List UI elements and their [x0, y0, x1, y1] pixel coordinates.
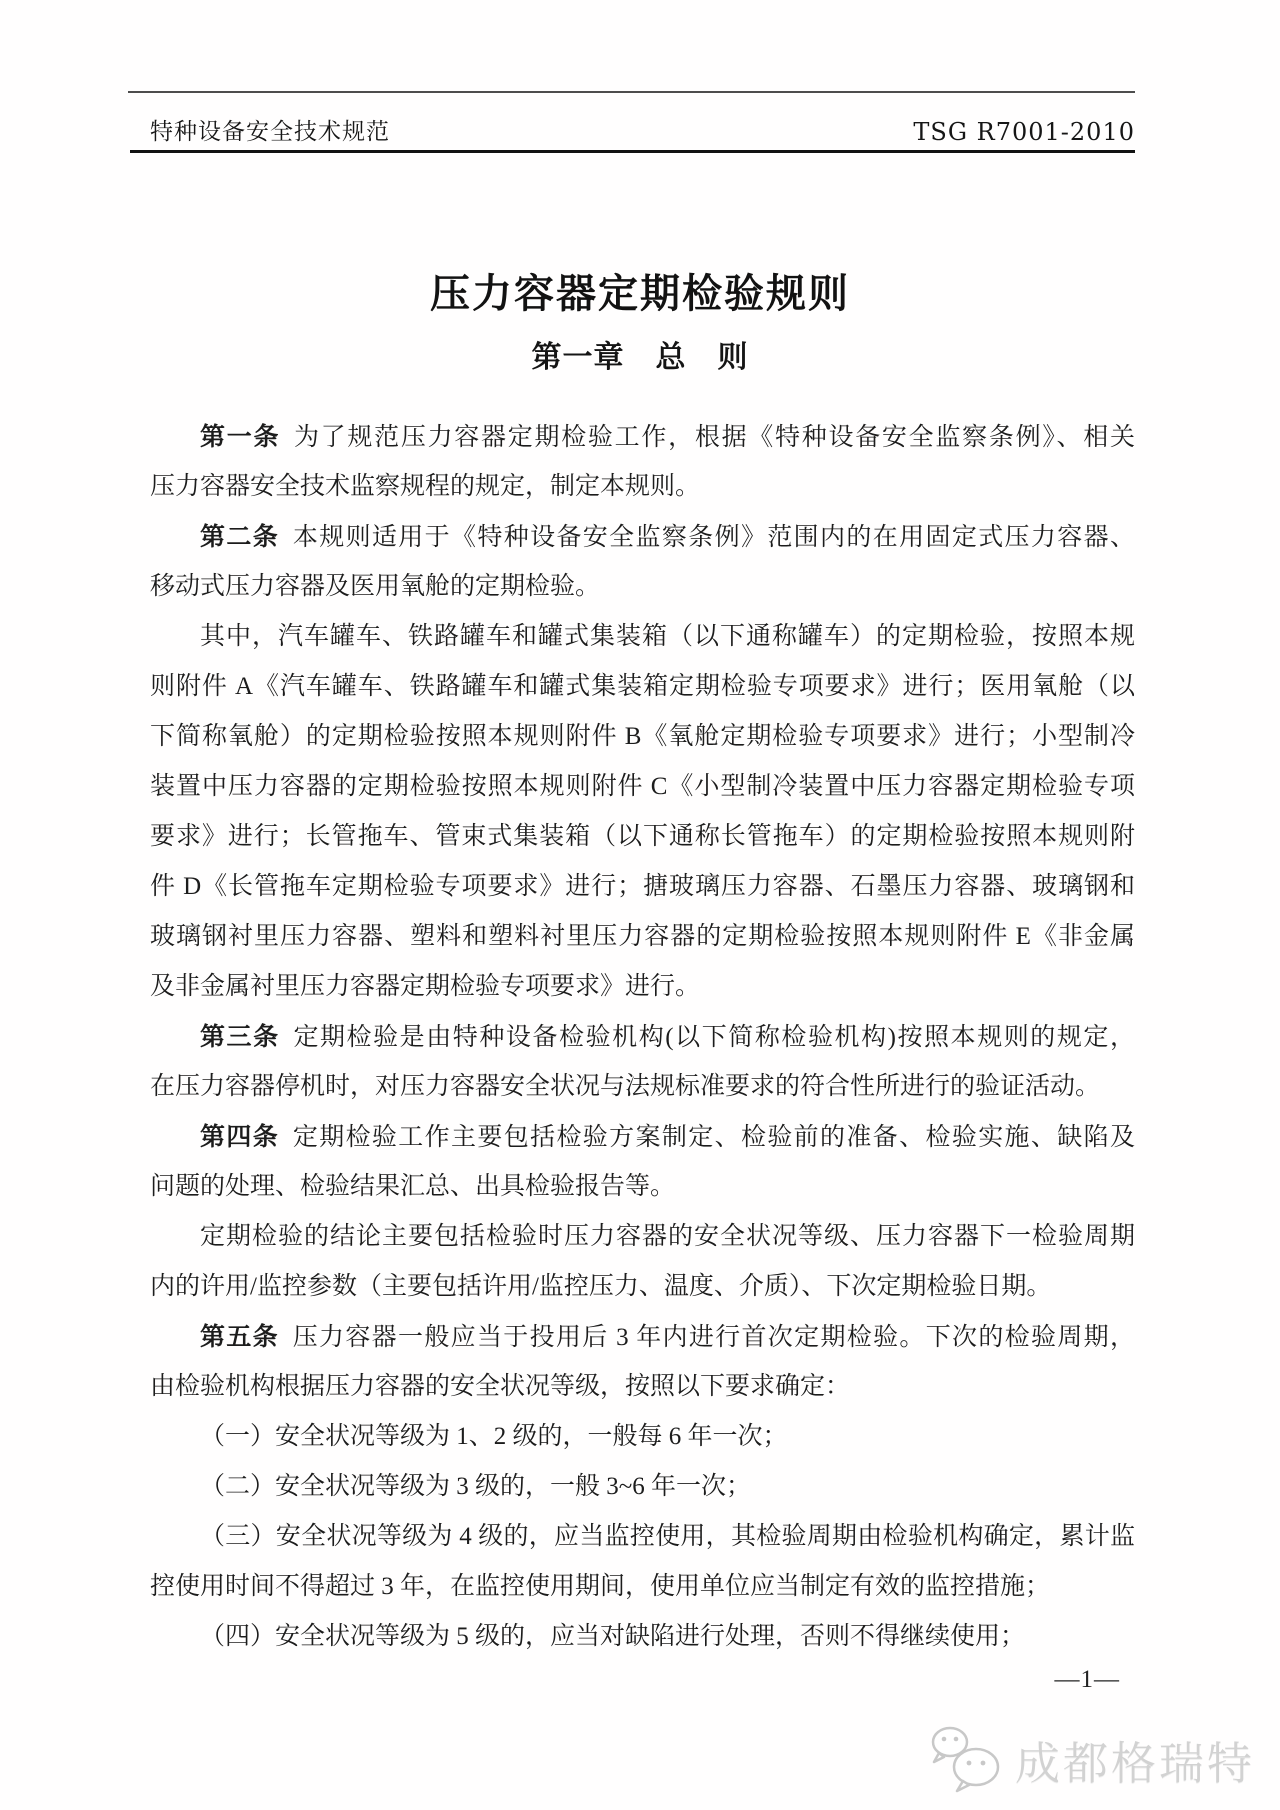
article-label: 第二条	[200, 523, 280, 551]
body-line-text: 移动式压力容器及医用氧舱的定期检验。	[150, 573, 601, 600]
body-line-text: 要求》进行；长管拖车、管束式集装箱（以下通称长管拖车）的定期检验按照本规则附	[150, 823, 1135, 850]
body-line-text: 玻璃钢衬里压力容器、塑料和塑料衬里压力容器的定期检验按照本规则附件 E《非金属	[150, 923, 1135, 950]
article-label: 第三条	[200, 1023, 280, 1051]
article-label: 第一条	[200, 423, 281, 451]
body-line	[150, 512, 1135, 562]
body-line-text: 问题的处理、检验结果汇总、出具检验报告等。	[150, 1173, 676, 1200]
article-label: 第四条	[200, 1123, 280, 1151]
body-line-text: 本规则适用于《特种设备安全监察条例》范围内的在用固定式压力容器、	[292, 524, 1135, 551]
scan-artifact-line	[128, 91, 1135, 93]
body-line-text: 件 D《长管拖车定期检验专项要求》进行；搪玻璃压力容器、石墨压力容器、玻璃钢和	[150, 873, 1135, 900]
body-line-text: （一）安全状况等级为 1、2 级的，一般每 6 年一次；	[200, 1423, 788, 1450]
body-line-text: 由检验机构根据压力容器的安全状况等级，按照以下要求确定：	[150, 1373, 851, 1400]
body-line	[150, 1562, 1135, 1612]
body-line	[150, 762, 1135, 812]
page-number: —1—	[1054, 1666, 1120, 1693]
body-line	[150, 1012, 1135, 1062]
body-line	[150, 812, 1135, 862]
body-line-text: 装置中压力容器的定期检验按照本规则附件 C《小型制冷装置中压力容器定期检验专项	[150, 773, 1135, 800]
body-line-text: 为了规范压力容器定期检验工作，根据《特种设备安全监察条例》、相关	[293, 424, 1135, 451]
body-line-text: （四）安全状况等级为 5 级的，应当对缺陷进行处理，否则不得继续使用；	[200, 1623, 1026, 1650]
body-line	[150, 662, 1135, 712]
body-line	[150, 1062, 1135, 1112]
body-line	[150, 1112, 1135, 1162]
body-line	[150, 1212, 1135, 1262]
document-title: 压力容器定期检验规则	[430, 272, 850, 316]
body-line-text: 定期检验的结论主要包括检验时压力容器的安全状况等级、压力容器下一检验周期	[200, 1223, 1135, 1250]
body-line	[150, 1162, 1135, 1212]
body-line	[150, 862, 1135, 912]
body-line-text: 压力容器安全技术监察规程的规定，制定本规则。	[150, 473, 701, 500]
body-line-text: 在压力容器停机时，对压力容器安全状况与法规标准要求的符合性所进行的验证活动。	[150, 1073, 1101, 1100]
chapter-heading: 第一章 总 则	[531, 341, 749, 374]
watermark-text: 成都格瑞特	[1014, 1738, 1255, 1789]
body-line	[150, 962, 1135, 1012]
body-line-text: 定期检验工作主要包括检验方案制定、检验前的准备、检验实施、缺陷及	[292, 1124, 1135, 1151]
body-line-text: （二）安全状况等级为 3 级的，一般 3~6 年一次；	[200, 1473, 752, 1500]
article-label: 第五条	[200, 1323, 279, 1351]
body-line-text: 压力容器一般应当于投用后 3 年内进行首次定期检验。下次的检验周期，	[292, 1324, 1135, 1351]
body-line	[150, 912, 1135, 962]
watermark	[925, 1720, 1255, 1798]
body-line	[150, 1462, 1135, 1512]
body-line	[150, 1412, 1135, 1462]
body-line	[150, 612, 1135, 662]
body-line	[150, 1612, 1135, 1662]
body-line-text: 内的许用/监控参数（主要包括许用/监控压力、温度、介质）、下次定期检验日期。	[150, 1273, 1052, 1300]
body-line	[150, 1312, 1135, 1362]
document-body	[150, 412, 1135, 1662]
body-line-text: 下简称氧舱）的定期检验按照本规则附件 B《氧舱定期检验专项要求》进行；小型制冷	[150, 723, 1135, 750]
body-line	[150, 462, 1135, 512]
body-line	[150, 712, 1135, 762]
body-line	[150, 412, 1135, 462]
header-left-text: 特种设备安全技术规范	[150, 119, 390, 144]
body-line	[150, 1362, 1135, 1412]
body-line-text: 则附件 A《汽车罐车、铁路罐车和罐式集装箱定期检验专项要求》进行；医用氧舱（以	[150, 673, 1135, 700]
body-line-text: 及非金属衬里压力容器定期检验专项要求》进行。	[150, 973, 701, 1000]
body-line	[150, 562, 1135, 612]
body-line-text: 定期检验是由特种设备检验机构(以下简称检验机构)按照本规则的规定，	[293, 1024, 1135, 1051]
body-line-text: 其中，汽车罐车、铁路罐车和罐式集装箱（以下通称罐车）的定期检验，按照本规	[200, 623, 1135, 650]
body-line-text: 控使用时间不得超过 3 年，在监控使用期间，使用单位应当制定有效的监控措施；	[150, 1573, 1051, 1600]
page-header	[150, 112, 1135, 146]
wechat-icon	[925, 1720, 1007, 1798]
body-line	[150, 1512, 1135, 1562]
header-document-code: TSG R7001-2010	[913, 118, 1135, 146]
body-line-text: （三）安全状况等级为 4 级的，应当监控使用，其检验周期由检验机构确定，累计监	[200, 1523, 1135, 1550]
header-rule	[130, 150, 1135, 153]
body-line	[150, 1262, 1135, 1312]
